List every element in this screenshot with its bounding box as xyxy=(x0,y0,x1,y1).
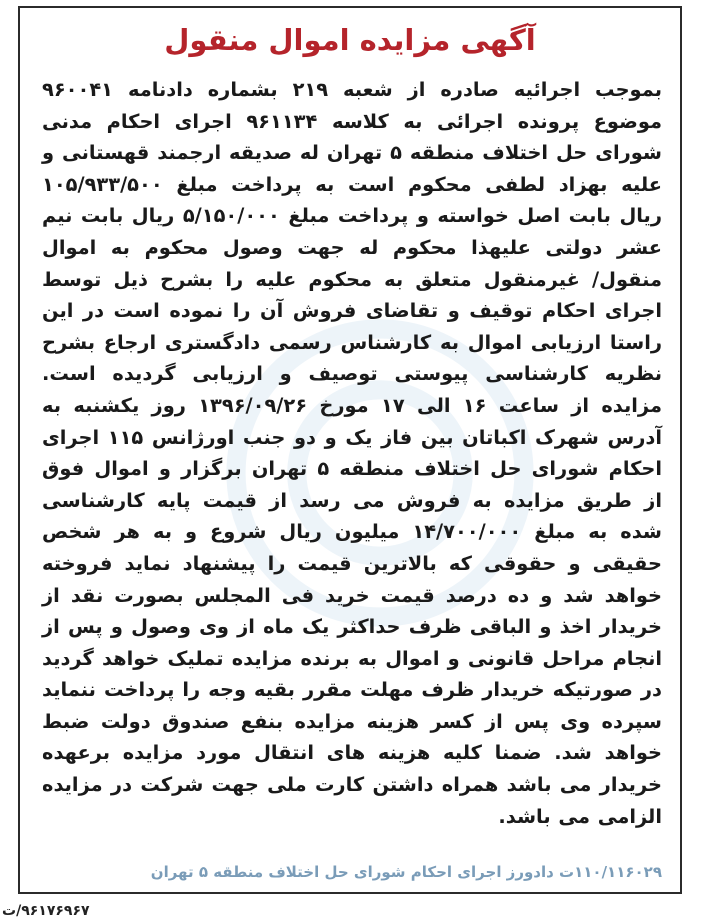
notice-footer: ۱۱۰/۱۱۶۰۲۹ت دادورز اجرای احکام شورای حل اختلاف منطقه ۵ تهران xyxy=(150,863,662,881)
notice-frame xyxy=(18,6,682,894)
notice-body: بموجب اجرائیه صادره از شعبه ۲۱۹ بشماره دادنامه ۹۶۰۰۴۱ موضوع پرونده اجرائی به کلاسه ۹۶۱۱۳۴ اجرای احکام مدنی شورای حل اختلاف منطقه ۵ تهران له صدیقه ارجمند قهستانی و علیه بهزاد لطفی محکوم است به پرداخت مبلغ ۱۰۵/۹۳۳/۵۰۰ ریال بابت اصل خواسته و پرداخت مبلغ ۵/۱۵۰/۰۰۰ ریال بابت نیم عشر دولتی علیهذا محکوم له جهت وصول محکوم به اموال منقول/ غیرمنقول متعلق به محکوم علیه را بشرح ذیل توسط اجرای احکام توقیف و تقاضای فروش آن را نموده است در این راستا ارزیابی اموال به کارشناس رسمی دادگستری ارجاع بشرح نظریه کارشناسی پیوستی توصیف و ارزیابی گردیده است. مزایده از ساعت ۱۶ الی ۱۷ مورخ ۱۳۹۶/۰۹/۲۶ روز یکشنبه به آدرس شهرک اکباتان بین فاز یک و دو جنب اورژانس ۱۱۵ اجرای احکام شورای حل اختلاف منطقه ۵ تهران برگزار و اموال فوق از طریق مزایده به فروش می رسد از قیمت پایه کارشناسی شده به مبلغ ۱۴/۷۰۰/۰۰۰ میلیون ریال شروع و به هر شخص حقیقی و حقوقی که بالاترین قیمت را پیشنهاد نماید فروخته خواهد شد و ده درصد قیمت خرید فی المجلس بصورت نقد از خریدار اخذ و الباقی ظرف حداکثر یک ماه از وی وصول و پس از انجام مراحل قانونی و اموال به برنده مزایده تملیک خواهد گردید در صورتیکه خریدار ظرف مهلت مقرر بقیه وجه را پرداخت ننماید سپرده وی پس از کسر هزینه مزایده بنفع صندوق دولت ضبط خواهد شد. ضمنا کلیه هزینه های انتقال مورد مزایده برعهده خریدار می باشد همراه داشتن کارت ملی جهت شرکت در مزایده الزامی می باشد. xyxy=(42,78,663,828)
ad-code: ۹۶۱۷۶۹۶۷/ت xyxy=(2,903,90,919)
notice-title: آگهی مزایده اموال منقول xyxy=(164,23,536,57)
